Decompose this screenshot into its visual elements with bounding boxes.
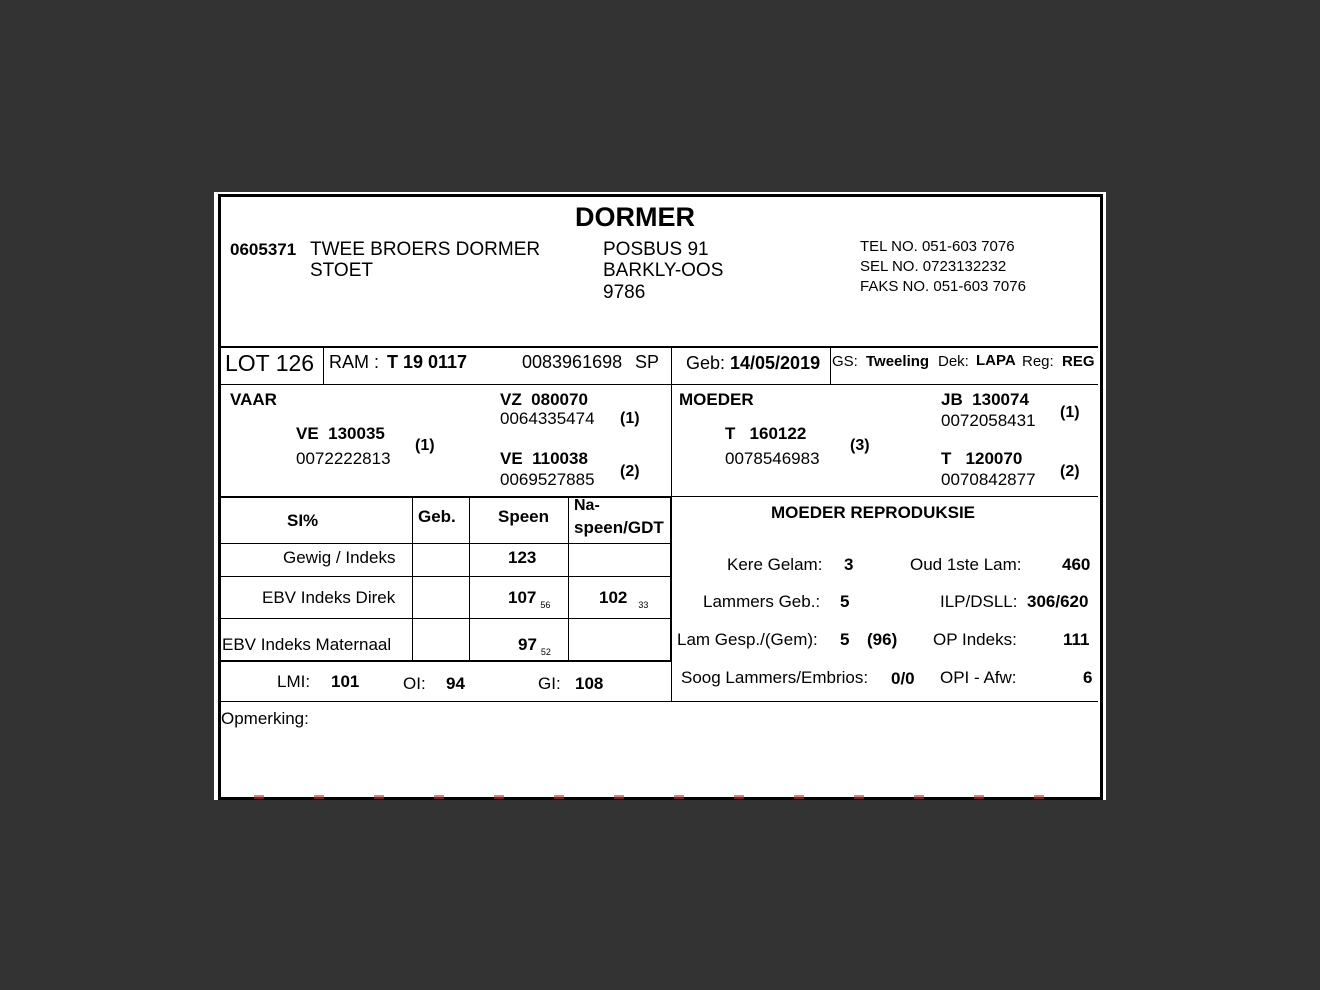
- gs-value: Tweeling: [866, 353, 930, 370]
- si-speen-value: 97 $_{52}$: [518, 635, 551, 657]
- birth-label: Geb:: [686, 353, 726, 373]
- lammers-label: Lammers Geb.:: [703, 592, 821, 611]
- si-row-divider: [221, 618, 671, 619]
- si-row-label: EBV Indeks Maternaal: [222, 635, 392, 654]
- repro-title: MOEDER REPRODUKSIE: [771, 503, 976, 522]
- remarks-label: Opmerking:: [221, 709, 309, 728]
- si-row-label: EBV Indeks Direk: [262, 588, 396, 607]
- sire-sire-id: VZ 080070: [500, 390, 588, 409]
- sire-code: (1): [415, 437, 435, 454]
- si-table-top: [221, 496, 672, 498]
- dam-code: (3): [850, 437, 870, 454]
- dam-sire-id: JB 130074: [941, 390, 1029, 409]
- kere-label: Kere Gelam:: [727, 555, 823, 574]
- divider: [323, 347, 324, 384]
- cut-off-red-text: [254, 795, 1054, 799]
- divider: [830, 347, 831, 384]
- soog-label: Soog Lammers/Embrios:: [681, 668, 869, 687]
- si-speen-accuracy: 56: [540, 600, 551, 610]
- divider-repro-top: [672, 496, 1098, 497]
- si-table-right: [670, 496, 672, 662]
- gi-label: GI:: [538, 674, 561, 693]
- dek-label: Dek:: [938, 353, 969, 370]
- op-label: OP Indeks:: [933, 630, 1017, 649]
- oi-value: 94: [446, 674, 465, 693]
- lammers-value: 5: [840, 592, 850, 611]
- birth-date: 14/05/2019: [730, 353, 821, 373]
- opi-label: OPI - Afw:: [940, 668, 1017, 687]
- gs-label: GS:: [832, 353, 858, 370]
- si-header-naspeen: Na-: [574, 497, 600, 514]
- reg-label: Reg:: [1022, 353, 1054, 370]
- sire-dam-id: VE 110038: [500, 449, 588, 468]
- cell-number: SEL NO. 0723132232: [860, 258, 1007, 275]
- oud-value: 460: [1062, 555, 1091, 574]
- dam-number: 0078546983: [725, 449, 820, 468]
- kere-value: 3: [844, 555, 854, 574]
- si-speen-value: 107 $_{56}$: [508, 588, 551, 610]
- si-header-speen: Speen: [498, 507, 550, 526]
- tel-number: TEL NO. 051-603 7076: [860, 238, 1015, 255]
- breed-title: DORMER: [575, 202, 695, 232]
- lmi-label: LMI:: [277, 672, 311, 691]
- address-line1: POSBUS 91: [603, 239, 709, 260]
- si-col-divider: [568, 497, 569, 661]
- gi-value: 108: [575, 674, 604, 693]
- sire-dam-code: (2): [620, 463, 640, 480]
- si-header-geb: Geb.: [418, 507, 456, 526]
- si-col-divider: [469, 497, 470, 661]
- lot-number: LOT 126: [225, 350, 315, 376]
- si-header-gdt: speen/GDT: [574, 518, 664, 537]
- sire-dam-number: 0069527885: [500, 470, 595, 489]
- breeder-name-line1: TWEE BROERS DORMER: [310, 239, 541, 260]
- breeder-name-line2: STOET: [310, 260, 373, 281]
- sire-id: VE 130035: [296, 424, 385, 443]
- dam-sire-number: 0072058431: [941, 411, 1036, 430]
- oi-label: OI:: [403, 674, 426, 693]
- breeder-number: 0605371: [230, 240, 297, 259]
- si-col-divider: [412, 497, 413, 661]
- reg-value: REG: [1062, 353, 1095, 370]
- address-line2: BARKLY-OOS: [603, 260, 724, 281]
- fax-number: FAKS NO. 051-603 7076: [860, 278, 1026, 295]
- ilp-value: 306/620: [1027, 592, 1089, 611]
- ram-id: T 19 0117: [387, 352, 468, 372]
- si-row-divider: [221, 576, 671, 577]
- sire-sire-code: (1): [620, 410, 640, 427]
- divider-remarks-top: [221, 701, 1098, 702]
- sire-label: VAAR: [230, 390, 277, 409]
- dam-label: MOEDER: [679, 390, 754, 409]
- divider-lot-top: [221, 346, 1098, 348]
- dam-dam-number: 0070842877: [941, 470, 1036, 489]
- gesp-label: Lam Gesp./(Gem):: [677, 630, 818, 649]
- oud-label: Oud 1ste Lam:: [910, 555, 1022, 574]
- address-line3: 9786: [603, 282, 646, 303]
- ram-reg-suffix: SP: [635, 352, 660, 372]
- lot-card: [214, 192, 1106, 800]
- sire-sire-number: 0064335474: [500, 409, 595, 428]
- si-naspeen-value: 102 $_{33}$: [599, 588, 649, 610]
- si-naspeen-accuracy: 33: [638, 600, 649, 610]
- divider: [671, 347, 672, 384]
- lmi-value: 101: [331, 672, 360, 691]
- divider-pedigree-top: [221, 384, 1098, 385]
- dam-id: T 160122: [725, 424, 807, 443]
- dam-dam-id: T 120070: [941, 449, 1023, 468]
- ram-reg-number: 0083961698: [522, 352, 623, 372]
- si-header-label: SI%: [287, 511, 319, 530]
- opi-value: 6: [1083, 668, 1093, 687]
- gesp-average: (96): [867, 630, 898, 649]
- si-row-divider: [221, 543, 671, 544]
- ram-label: RAM :: [329, 352, 380, 372]
- dek-value: LAPA: [976, 352, 1016, 369]
- sire-number: 0072222813: [296, 449, 391, 468]
- dam-sire-code: (1): [1060, 404, 1080, 421]
- gesp-value: 5: [840, 630, 850, 649]
- si-table-bottom: [221, 660, 672, 662]
- si-speen-value: 123: [508, 548, 537, 567]
- ilp-label: ILP/DSLL:: [940, 592, 1018, 611]
- dam-dam-code: (2): [1060, 463, 1080, 480]
- si-row-label: Gewig / Indeks: [283, 548, 396, 567]
- soog-value: 0/0: [891, 669, 915, 688]
- si-speen-accuracy: 52: [540, 647, 551, 657]
- op-value: 111: [1063, 630, 1090, 649]
